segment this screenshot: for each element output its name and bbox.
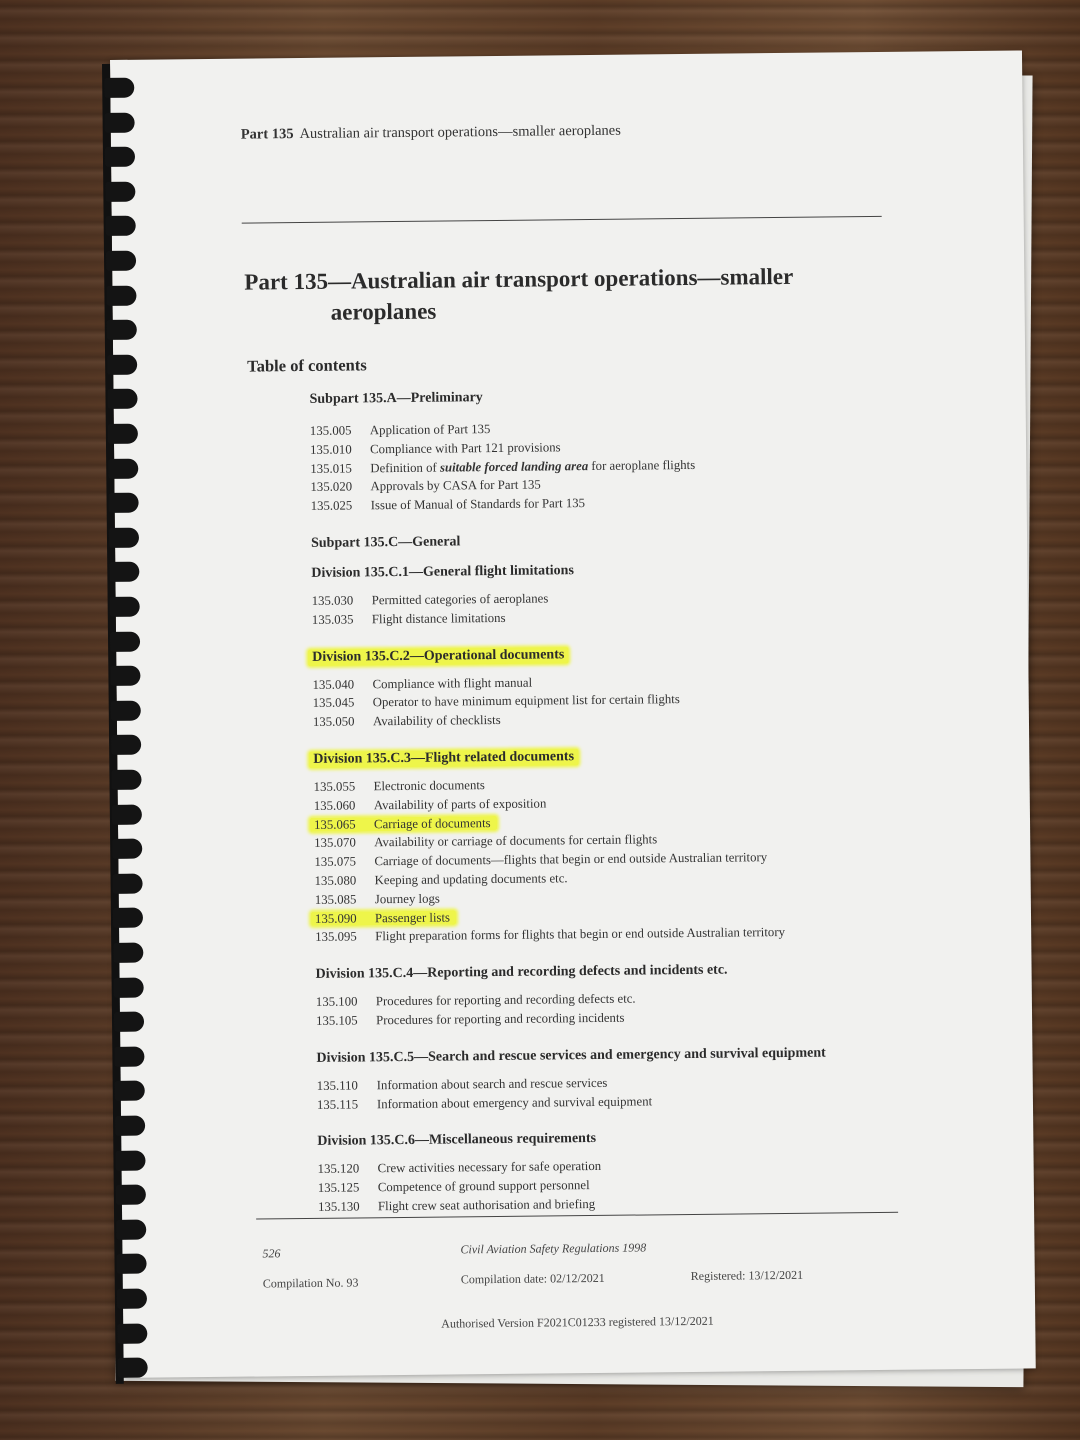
part-title (244, 261, 794, 329)
registered-date: Registered: 13/12/2021 (690, 1267, 804, 1283)
table-of-contents (309, 383, 958, 1234)
binding-loop (108, 424, 138, 444)
binding-loop (105, 112, 135, 132)
subpart-a-title: Subpart 135.A—Preliminary (309, 390, 483, 407)
binding-loop (105, 147, 135, 167)
toc-entry-135-120: 135.120 Crew activities necessary for safe operation (317, 1159, 602, 1177)
binding-loop (116, 1254, 146, 1274)
binding-loop (111, 700, 141, 720)
binding-loop (112, 804, 142, 824)
compilation-date: Compilation date: 02/12/2021 (460, 1270, 605, 1287)
binding-loop (108, 458, 138, 478)
binding-loop (114, 1046, 144, 1066)
division-c6-group (317, 1126, 958, 1217)
running-head-part: Part 135 (240, 126, 294, 143)
division-c2-title-highlighted: Division 135.C.2—Operational documents (308, 647, 568, 666)
toc-entry-135-095: 135.095 Flight preparation forms for flights that begin or end outside Australian territory (315, 925, 786, 945)
binding-loop (110, 597, 140, 617)
division-c1-title: Division 135.C.1—General flight limitations (311, 563, 574, 581)
division-c3-group (313, 743, 955, 947)
toc-entry-135-060: 135.060 Availability of parts of exposition (313, 796, 547, 813)
act-title: Civil Aviation Safety Regulations 1998 (460, 1240, 647, 1257)
toc-entry-135-090-highlighted: 135.090 Passenger lists (315, 903, 955, 928)
toc-entry-135-005: 135.005 Application of Part 135 (309, 422, 491, 438)
binding-loop (113, 908, 143, 928)
binding-loop (115, 1081, 145, 1101)
binding-loop (105, 181, 135, 201)
toc-entry-135-025: 135.025 Issue of Manual of Standards for Part 135 (310, 496, 586, 514)
toc-heading: Table of contents (247, 355, 367, 376)
toc-entry-135-125: 135.125 Competence of ground support personnel (317, 1178, 590, 1196)
toc-entry-135-085: 135.085 Journey logs (314, 891, 440, 907)
binding-loop (109, 527, 139, 547)
binding-loop (111, 770, 141, 790)
toc-entry-135-040: 135.040 Compliance with flight manual (312, 675, 533, 692)
binding-loop (112, 873, 142, 893)
subpart-a-group (309, 383, 950, 516)
binding-loop (118, 1358, 148, 1378)
toc-entry-135-045: 135.045 Operator to have minimum equipment list for certain flights (312, 692, 680, 711)
binding-loop (114, 1012, 144, 1032)
binding-loop (107, 320, 137, 340)
header-rule (242, 216, 882, 224)
toc-entry-135-065-highlighted: 135.065 Carriage of documents (314, 809, 954, 834)
toc-entry-135-075: 135.075 Carriage of documents—flights that begin or end outside Australian territory (314, 850, 768, 870)
toc-entry-135-080: 135.080 Keeping and updating documents etc. (314, 871, 568, 888)
binding-loop (112, 839, 142, 859)
binding-loop (106, 251, 136, 271)
toc-entry-135-020: 135.020 Approvals by CASA for Part 135 (310, 477, 541, 495)
toc-entry-135-050: 135.050 Availability of checklists (312, 713, 501, 730)
part-title-line1: Part 135—Australian air transport operations—smaller (244, 263, 794, 295)
toc-entry-135-110: 135.110 Information about search and rescue services (316, 1075, 608, 1093)
document-page (110, 50, 1036, 1377)
binding-loop (110, 631, 140, 651)
toc-entry-135-035: 135.035 Flight distance limitations (311, 610, 506, 627)
binding-loop (113, 943, 143, 963)
toc-entry-135-115: 135.115 Information about emergency and survival equipment (316, 1093, 653, 1112)
binding-loop (108, 493, 138, 513)
binding-loop (117, 1289, 147, 1309)
division-c5-group (316, 1042, 957, 1114)
division-c3-title-highlighted: Division 135.C.3—Flight related documents (309, 749, 578, 768)
toc-entry-135-070: 135.070 Availability or carriage of documents for certain flights (314, 832, 658, 851)
toc-entry-135-055: 135.055 Electronic documents (313, 778, 485, 794)
running-head-title: Australian air transport operations—smaller aeroplanes (299, 122, 621, 143)
binding-loop (115, 1116, 145, 1136)
binding-loop (109, 562, 139, 582)
toc-entry-135-130: 135.130 Flight crew seat authorisation and briefing (317, 1196, 596, 1214)
binding-loop (115, 1150, 145, 1170)
binding-loop (110, 666, 140, 686)
binding-loop (107, 354, 137, 374)
division-c1-group (311, 557, 952, 629)
part-title-line2: aeroplanes (330, 298, 437, 325)
division-c6-title: Division 135.C.6—Miscellaneous requirements (317, 1131, 597, 1150)
subpart-c-group (311, 527, 951, 552)
defined-term: suitable forced landing area (439, 458, 589, 475)
binding-loop (114, 977, 144, 997)
authorised-version: Authorised Version F2021C01233 registered 13/12/2021 (441, 1313, 714, 1331)
toc-entry-135-100: 135.100 Procedures for reporting and recording defects etc. (315, 991, 636, 1010)
compilation-number: Compilation No. 93 (262, 1275, 359, 1291)
binding-loop (116, 1219, 146, 1239)
toc-entry-135-010: 135.010 Compliance with Part 121 provisions (310, 440, 561, 457)
toc-entry-135-030: 135.030 Permitted categories of aeroplanes (311, 591, 549, 608)
binding-loop (106, 285, 136, 305)
binding-loop (107, 389, 137, 409)
division-c2-group (312, 641, 953, 732)
binding-loop (111, 735, 141, 755)
toc-entry-135-105: 135.105 Procedures for reporting and recording incidents (315, 1010, 625, 1028)
subpart-c-title: Subpart 135.C—General (310, 534, 461, 551)
division-c4-group (315, 958, 956, 1030)
division-c4-title: Division 135.C.4—Reporting and recording defects and incidents etc. (315, 962, 728, 983)
running-head (241, 123, 621, 144)
division-c5-title: Division 135.C.5—Search and rescue services and emergency and survival equipment (316, 1045, 826, 1066)
binding-loop (104, 78, 134, 98)
binding-loop (117, 1323, 147, 1343)
toc-entry-135-015: 135.015 Definition of suitable forced landing area for aeroplane flights (310, 457, 696, 476)
page-number: 526 (262, 1246, 281, 1261)
binding-loop (106, 216, 136, 236)
binding-loop (116, 1185, 146, 1205)
